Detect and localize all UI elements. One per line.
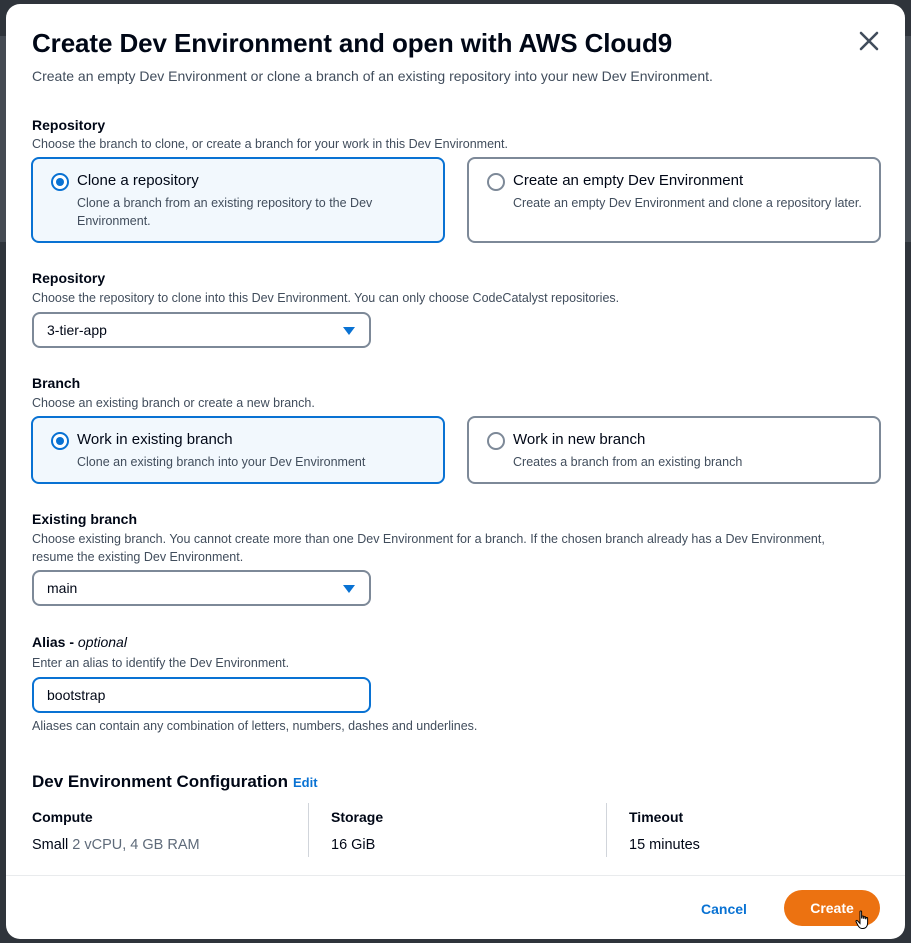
hand-pointer-icon	[855, 910, 871, 930]
column-divider	[308, 803, 309, 857]
tile-new-branch-title: Work in new branch	[513, 431, 646, 448]
radio-clone-repository[interactable]	[51, 173, 69, 191]
radio-empty-dev-environment[interactable]	[487, 173, 505, 191]
repository-select[interactable]	[32, 312, 371, 348]
alias-optional-text: optional	[77, 634, 127, 650]
repository-mode-label: Repository	[32, 117, 106, 133]
timeout-label: Timeout	[629, 809, 684, 825]
repository-select-label: Repository	[32, 270, 106, 286]
tile-new-branch[interactable]	[467, 416, 881, 484]
tile-existing-branch-title: Work in existing branch	[77, 431, 233, 448]
existing-branch-value: main	[47, 580, 78, 596]
compute-size: Small	[32, 837, 69, 853]
edit-configuration-link[interactable]: Edit	[293, 775, 318, 790]
close-icon[interactable]	[856, 28, 882, 54]
tile-existing-branch-description: Clone an existing branch into your Dev Environment	[77, 455, 366, 469]
repository-select-description: Choose the repository to clone into this Dev Environment. You can only choose CodeCatalyst repositories.	[32, 291, 620, 305]
tile-empty-dev-environment-title: Create an empty Dev Environment	[513, 172, 744, 189]
tile-empty-dev-environment-description: Create an empty Dev Environment and clone a repository later.	[513, 196, 862, 210]
timeout-value: 15 minutes	[629, 837, 700, 853]
tile-clone-repository-description: Clone a branch from an existing repository to the Dev Environment.	[77, 196, 373, 228]
cancel-button[interactable]: Cancel	[701, 901, 747, 917]
storage-label: Storage	[331, 809, 384, 825]
repository-mode-description: Choose the branch to clone, or create a branch for your work in this Dev Environment.	[32, 137, 508, 151]
existing-branch-select[interactable]	[32, 570, 371, 606]
branch-mode-label: Branch	[32, 375, 81, 391]
alias-label-text: Alias -	[32, 634, 78, 650]
create-button[interactable]: Create	[784, 890, 880, 926]
column-divider	[606, 803, 607, 857]
footer-divider	[6, 875, 905, 876]
create-dev-environment-modal	[6, 4, 905, 939]
compute-value	[32, 837, 200, 853]
modal-title: Create Dev Environment and open with AWS Cloud9	[32, 28, 673, 58]
tile-empty-dev-environment[interactable]	[467, 157, 881, 243]
alias-hint: Aliases can contain any combination of letters, numbers, dashes and underlines.	[32, 719, 478, 733]
tile-existing-branch[interactable]	[31, 416, 445, 484]
existing-branch-label: Existing branch	[32, 511, 138, 527]
caret-down-icon	[343, 585, 355, 593]
alias-input[interactable]	[32, 677, 371, 713]
repository-select-value: 3-tier-app	[47, 322, 107, 338]
tile-new-branch-description: Creates a branch from an existing branch	[513, 455, 743, 469]
alias-label	[32, 634, 127, 650]
configuration-heading: Dev Environment Configuration	[32, 772, 288, 791]
tile-clone-repository-title: Clone a repository	[77, 172, 199, 189]
compute-spec: 2 vCPU, 4 GB RAM	[72, 837, 200, 853]
radio-new-branch[interactable]	[487, 432, 505, 450]
storage-value: 16 GiB	[331, 837, 376, 853]
tile-clone-repository[interactable]	[31, 157, 445, 243]
existing-branch-description: Choose existing branch. You cannot create more than one Dev Environment for a branch. If the chosen branch already has a Dev Environment, resume the existing Dev Environment.	[32, 532, 825, 564]
compute-label: Compute	[32, 809, 93, 825]
modal-subtitle: Create an empty Dev Environment or clone a branch of an existing repository into your new Dev Environment.	[32, 68, 713, 84]
radio-existing-branch[interactable]	[51, 432, 69, 450]
caret-down-icon	[343, 327, 355, 335]
alias-description: Enter an alias to identify the Dev Environment.	[32, 656, 290, 670]
branch-mode-description: Choose an existing branch or create a new branch.	[32, 396, 315, 410]
